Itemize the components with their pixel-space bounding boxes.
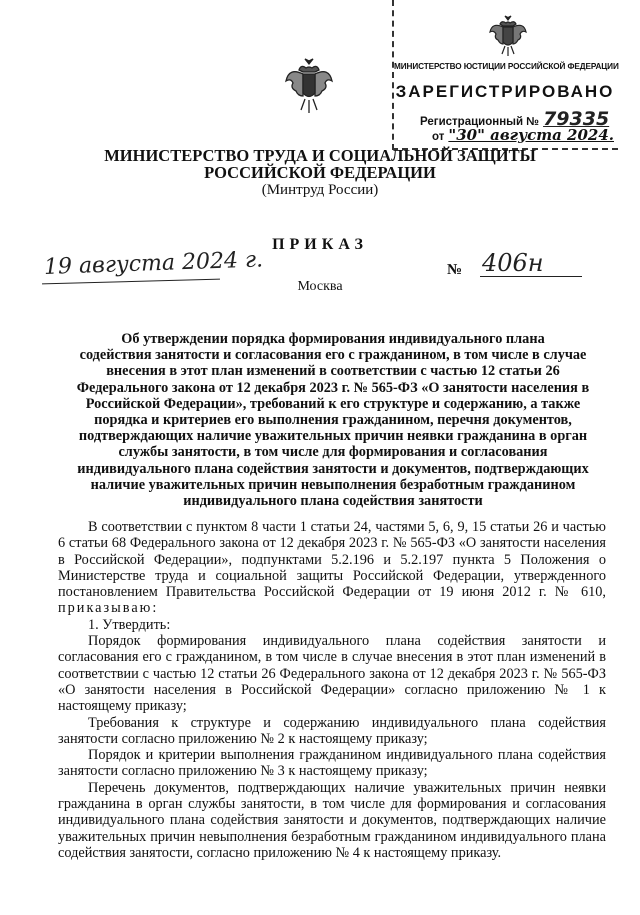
order-number-label: № <box>447 262 463 278</box>
coat-of-arms-icon <box>283 57 335 115</box>
order-number: 406н <box>480 250 582 277</box>
ministry-name-line2: РОССИЙСКОЙ ФЕДЕРАЦИИ <box>204 163 436 182</box>
stamp-date-label: от <box>432 131 445 143</box>
stamp-ministry-name: МИНИСТЕРСТВО ЮСТИЦИИ РОССИЙСКОЙ ФЕДЕРАЦИИ <box>394 62 619 71</box>
coat-of-arms-icon <box>488 14 528 58</box>
order-word: приказываю: <box>58 600 159 617</box>
title-line: подтверждающих наличие уважительных причин неявки гражданина в орган <box>78 428 588 445</box>
title-line: порядка и критериев его выполнения гражданином, перечня документов, <box>94 412 572 429</box>
subitem-2: Требования к структуре и содержанию индивидуального плана содействия занятости согласно приложению № 2 к настоящему приказу; <box>58 714 606 747</box>
city: Москва <box>297 279 343 294</box>
title-line: службы занятости, в том числе для формирования и согласования <box>118 444 548 461</box>
subitem-3: Порядок и критерии выполнения гражданином индивидуального плана содействия занятости согласно приложению № 3 к настоящему приказу; <box>58 747 606 780</box>
title-line: Федерального закона от 12 декабря 2023 г. № 565-ФЗ «О занятости населения в <box>76 379 590 396</box>
title-line: наличие уважительных причин невыполнения безработным гражданином <box>90 476 576 493</box>
preamble-text: В соответствии с пунктом 8 части 1 статьи 24, частями 5, 6, 9, 15 статьи 26 и частью 6 статьи 68 Федерального закона от 12 декабря 2023 г. № 565-ФЗ «О занятости населения в Российской Федерации», подпунктами 5.2.196 и 5.2.197 пункта 5 Положения о Министерстве труда и социальной защиты Российской Федерации, утвержденного постановлением Правительства Российской Федерации от 19 июня 2012 г. № 610, <box>58 519 606 601</box>
document-body <box>58 519 606 861</box>
ministry-short-name: (Минтруд России) <box>261 182 379 198</box>
subitem-4: Перечень документов, подтверждающих наличие уважительных причин неявки гражданина в орган службы занятости, в том числе для формирования и согласования индивидуального плана содействия занятости и документов, подтверждающих наличие уважительных причин невыполнения безработным гражданином индивидуального плана содействия занятости, согласно приложению № 4 к настоящему приказу. <box>58 779 606 861</box>
title-line: содействия занятости и согласования его с гражданином, в том числе в случае <box>79 347 587 364</box>
title-line: Об утверждении порядка формирования индивидуального плана <box>121 331 545 347</box>
stamp-date-line <box>432 126 614 144</box>
title-line: индивидуального плана содействия занятости и документов, подтверждающих <box>77 460 589 477</box>
subitem-1: Порядок формирования индивидуального плана содействия занятости и согласования его с гражданином, в том числе в случае внесения в этот план изменений в соответствии с частью 12 статьи 26 Федерального закона от 12 декабря 2023 г. № 565-ФЗ «О занятости населения в Российской Федерации» согласно приложению № 1 к настоящему приказу; <box>58 633 606 715</box>
order-date: 19 августа 2024 г. <box>43 247 264 280</box>
item-1: 1. Утвердить: <box>88 616 171 633</box>
title-line: Российской Федерации», требований к его структуре и содержанию, а также <box>85 395 581 412</box>
registration-stamp <box>392 0 618 150</box>
stamp-registered-label: ЗАРЕГИСТРИРОВАНО <box>395 82 615 101</box>
document-title <box>50 331 616 509</box>
stamp-date-value: "30" августа 2024. <box>448 126 614 144</box>
stamp-reg-label: Регистрационный № <box>420 116 540 128</box>
title-line: индивидуального плана содействия занятости <box>183 493 483 510</box>
ministry-name-line1: МИНИСТЕРСТВО ТРУДА И СОЦИАЛЬНОЙ ЗАЩИТЫ <box>104 146 536 165</box>
order-title: ПРИКАЗ <box>272 236 368 253</box>
stamp-reg-number: 79335 <box>543 108 610 130</box>
preamble-paragraph <box>58 519 606 617</box>
title-line: внесения в этот план изменений в соответствии с частью 12 статьи 26 <box>106 363 560 380</box>
